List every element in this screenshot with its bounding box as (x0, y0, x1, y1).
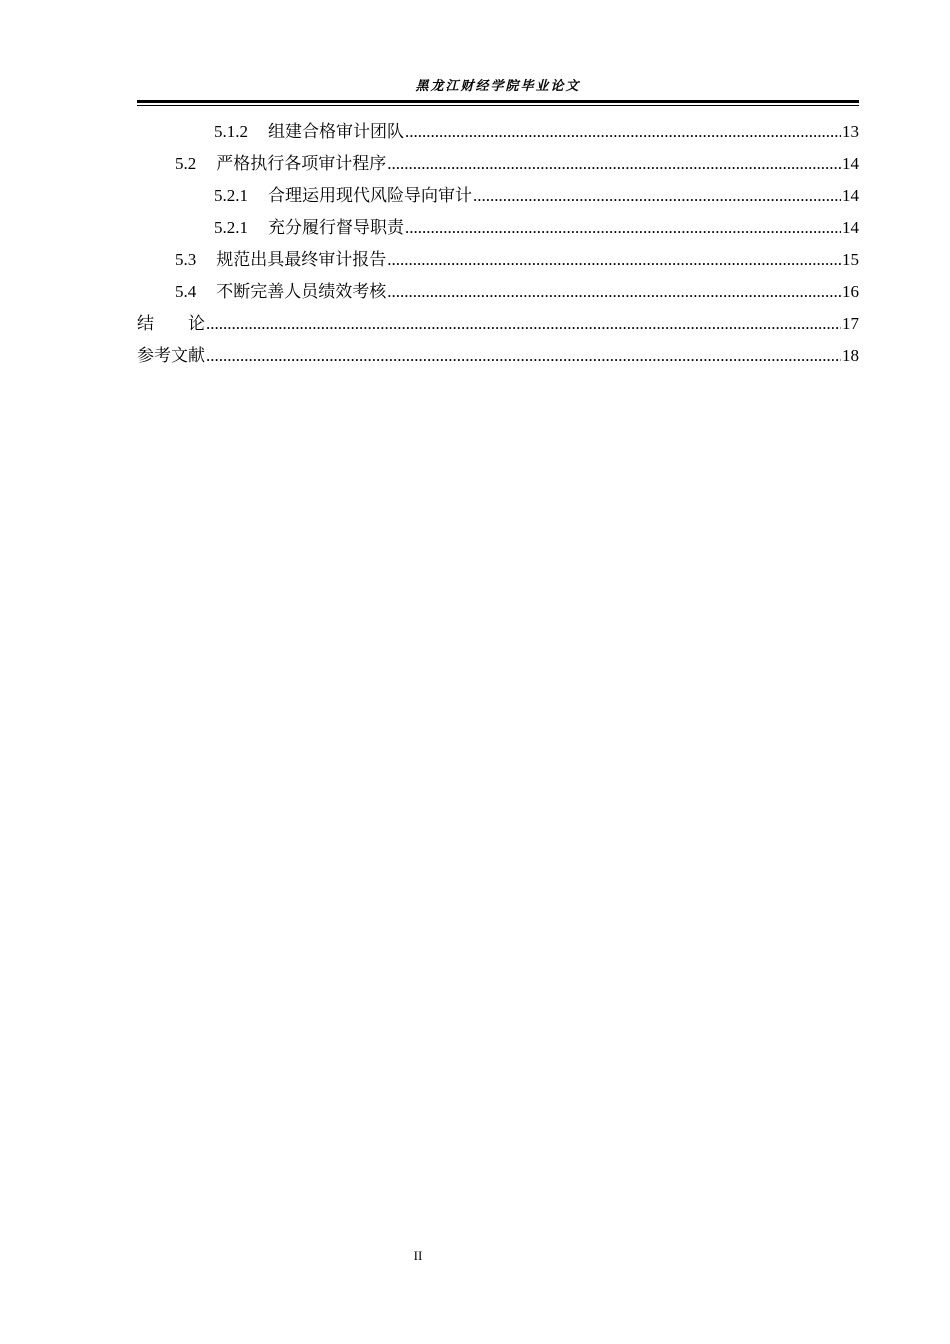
toc-entry-page: 14 (842, 186, 859, 205)
toc-entry-label: 充分履行督导职责 (268, 218, 404, 238)
toc-entry-5-1-2[interactable] (214, 116, 859, 148)
toc-entry-5-2[interactable] (175, 148, 859, 180)
toc-entry-label: 组建合格审计团队 (268, 122, 404, 142)
toc-entry-number: 5.3 (175, 250, 197, 269)
toc-dot-leader (387, 148, 841, 180)
toc-dot-leader (387, 276, 841, 308)
toc-entry-5-3[interactable] (175, 244, 859, 276)
toc-entry-page: 17 (842, 314, 859, 333)
toc-entry-page: 13 (842, 122, 859, 141)
toc-entry-number: 5.2.1 (214, 186, 248, 205)
toc-dot-leader (405, 212, 841, 244)
toc-dot-leader (473, 180, 841, 212)
header-rule-thin (137, 105, 859, 106)
toc-dot-leader (387, 244, 841, 276)
toc-entry-page: 15 (842, 250, 859, 269)
toc-entry-conclusion[interactable] (137, 308, 859, 340)
toc-entry-number: 5.2.1 (214, 218, 248, 237)
toc-entry-label: 结论 (137, 314, 239, 334)
header-rule-thick (137, 100, 859, 103)
toc-entry-label: 合理运用现代风险导向审计 (268, 186, 472, 206)
toc-entry-page: 18 (842, 346, 859, 365)
toc-dot-leader (405, 116, 841, 148)
toc-entry-references[interactable] (137, 340, 859, 372)
toc-entry-label: 参考文献 (137, 346, 205, 366)
toc-entry-number: 5.2 (175, 154, 197, 173)
toc-entry-5-2-1-b[interactable] (214, 212, 859, 244)
toc-entry-number: 5.4 (175, 282, 197, 301)
toc-entry-5-2-1-a[interactable] (214, 180, 859, 212)
toc-dot-leader (206, 340, 841, 372)
page-number: II (413, 1248, 423, 1263)
toc-entry-label: 严格执行各项审计程序 (216, 154, 387, 174)
toc-entry-page: 14 (842, 154, 859, 173)
toc-entry-number: 5.1.2 (214, 122, 248, 141)
toc-entry-label: 规范出具最终审计报告 (216, 250, 387, 270)
toc-entry-page: 16 (842, 282, 859, 301)
page-header-title: 黑龙江财经学院毕业论文 (415, 79, 581, 94)
toc-dot-leader (206, 308, 841, 340)
toc-entry-page: 14 (842, 218, 859, 237)
toc-entry-5-4[interactable] (175, 276, 859, 308)
toc-entry-label: 不断完善人员绩效考核 (216, 282, 387, 302)
